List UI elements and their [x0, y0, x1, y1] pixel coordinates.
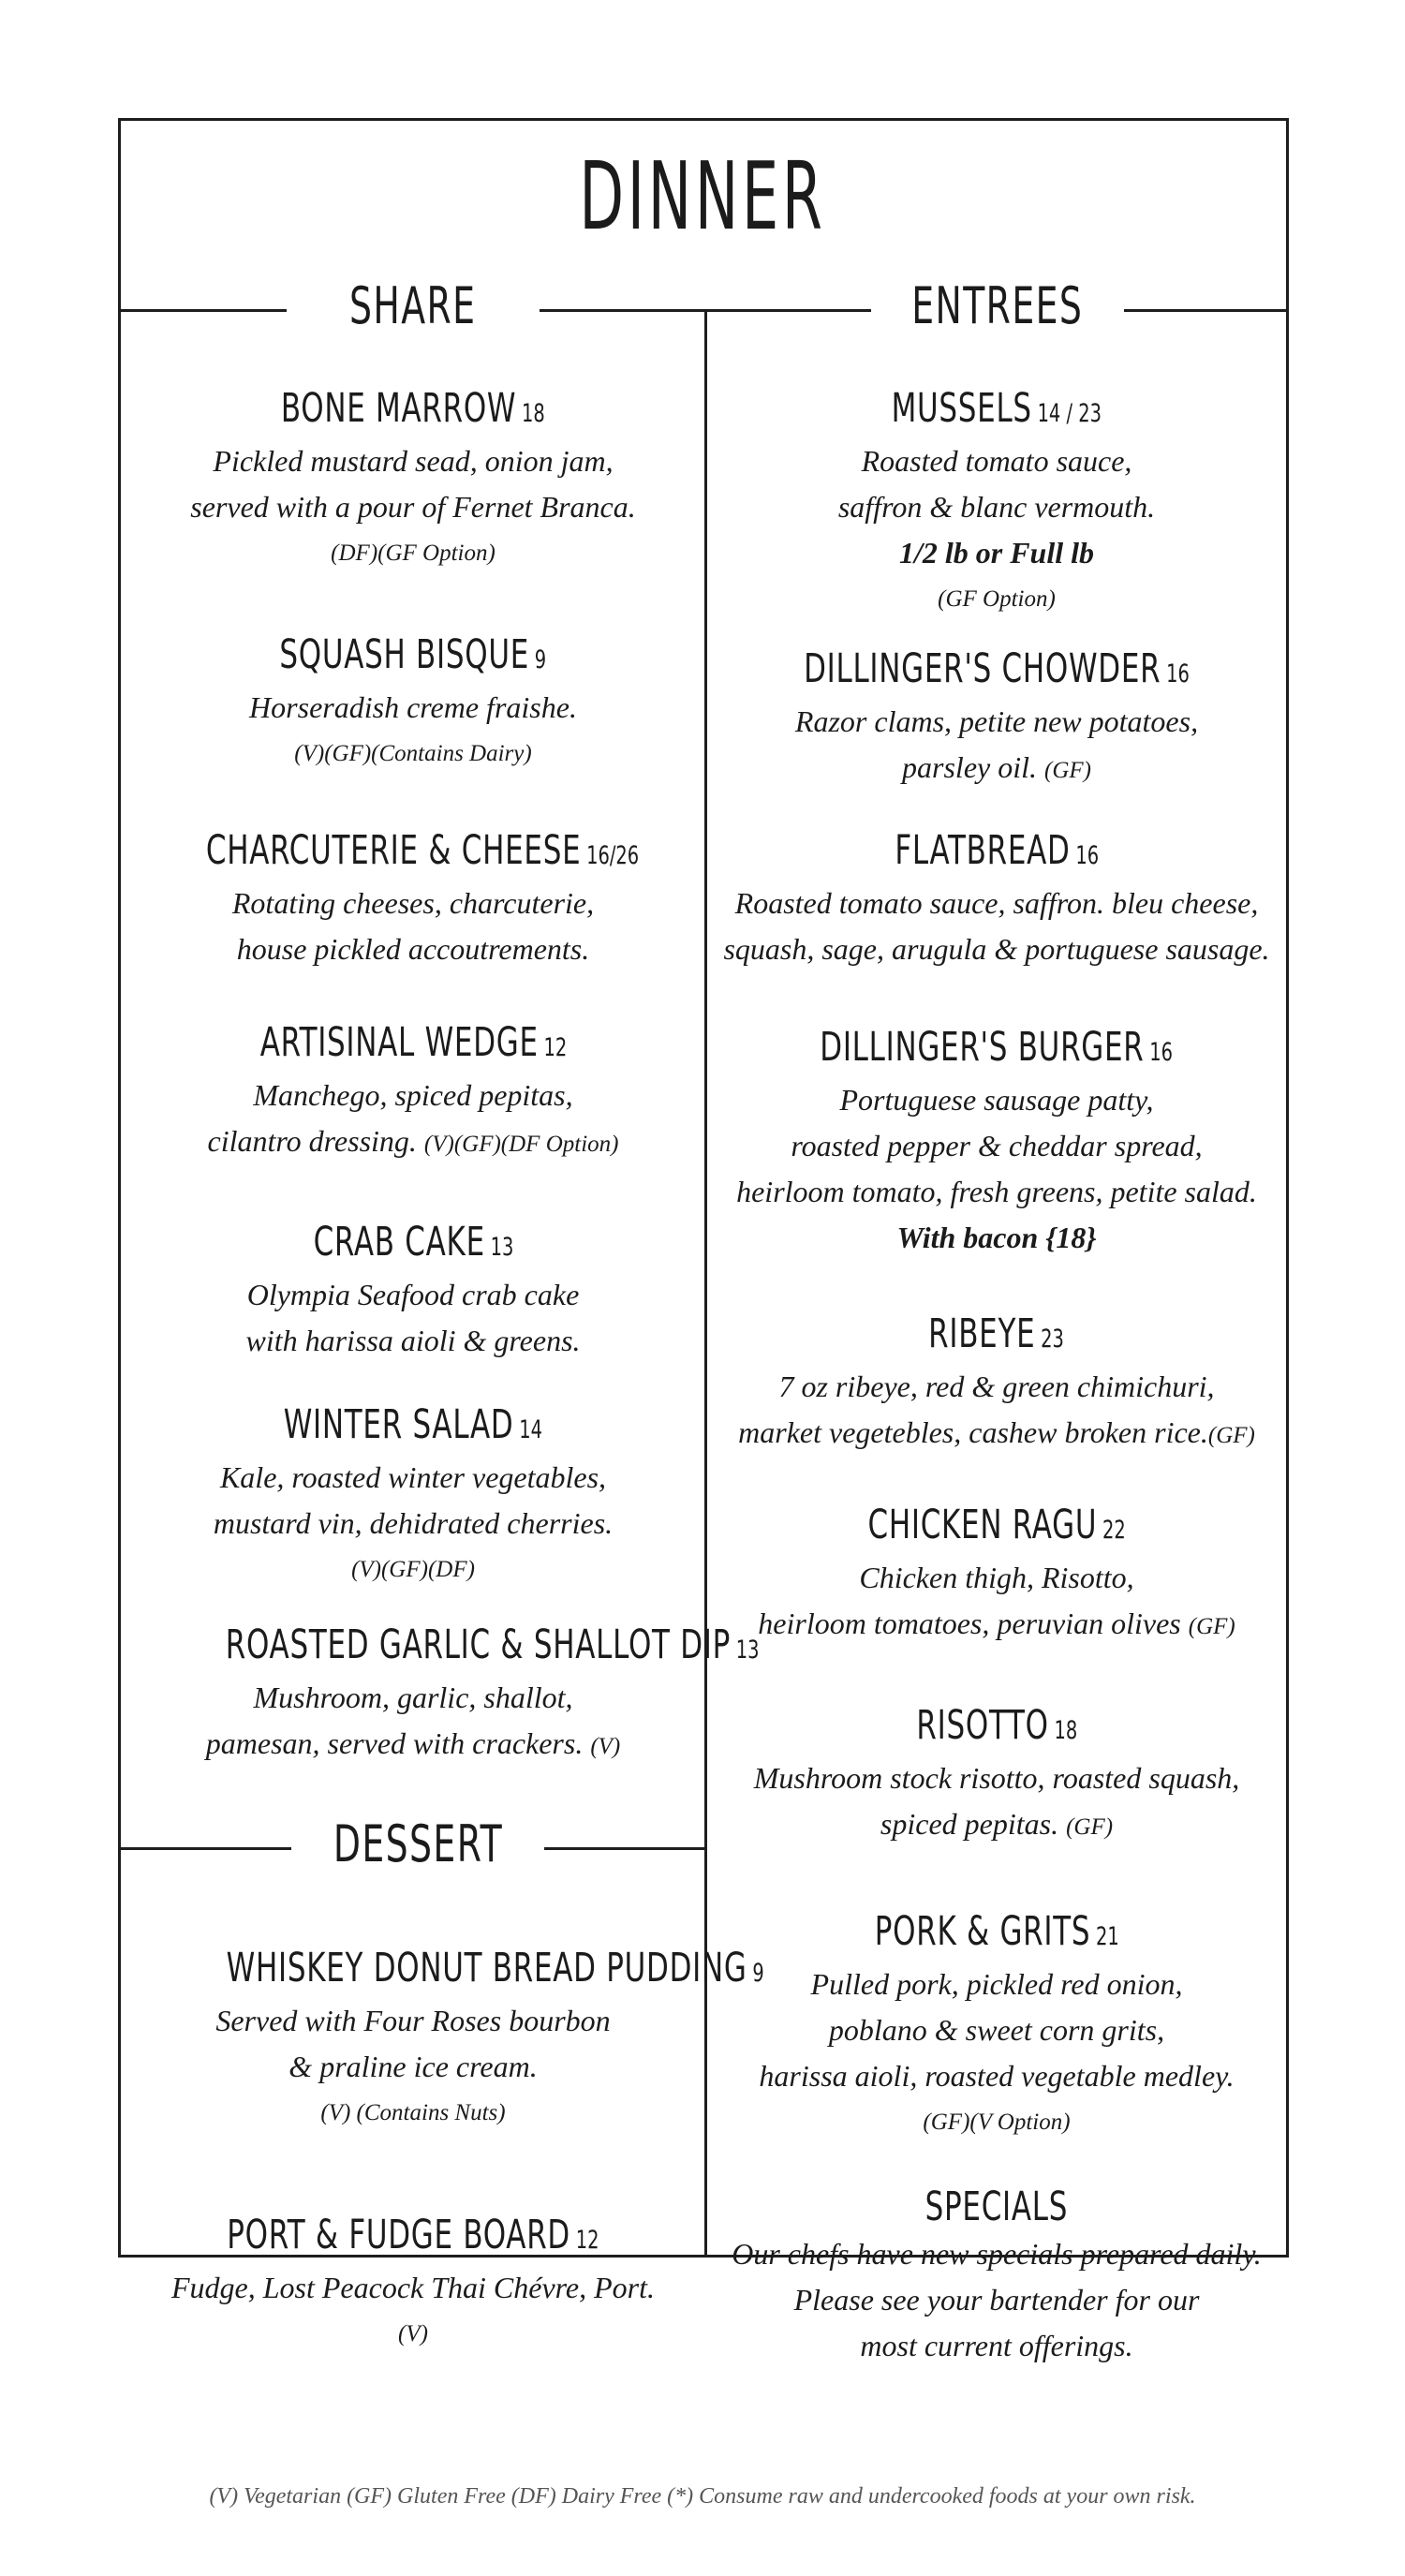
item-price: 16 [1149, 1038, 1174, 1067]
item-name: FLATBREAD [895, 827, 1071, 874]
item-tags: (V) [398, 2321, 428, 2347]
item-description: served with a pour of Fernet Branca. [190, 490, 636, 524]
item-name: DILLINGER'S BURGER [820, 1024, 1145, 1071]
item-name: BONE MARROW [281, 385, 517, 432]
item-description: Mushroom, garlic, shallot, [253, 1680, 573, 1714]
item-tags: (GF) [1044, 758, 1091, 783]
item-description: Portuguese sausage patty, [839, 1083, 1154, 1117]
menu-item [707, 644, 1286, 793]
menu-item [122, 2211, 704, 2357]
item-description: Horseradish creme fraishe. [249, 690, 577, 724]
item-description: Please see your bartender for our [793, 2283, 1200, 2317]
item-price: 21 [1095, 1922, 1119, 1951]
menu-item [122, 1621, 760, 1769]
item-price: 23 [1041, 1325, 1065, 1354]
item-price: 12 [575, 2226, 599, 2255]
item-description: Manchego, spiced pepitas, [253, 1078, 573, 1112]
menu-item [707, 826, 1286, 972]
item-price: 22 [1102, 1516, 1126, 1545]
item-description: Rotating cheeses, charcuterie, [231, 886, 595, 920]
menu-item [707, 1023, 1286, 1261]
item-price: 18 [1054, 1716, 1077, 1745]
item-price: 16/26 [586, 841, 640, 870]
item-description: Olympia Seafood crab cake [246, 1278, 580, 1311]
item-name: SPECIALS [924, 2184, 1069, 2230]
menu-item [707, 384, 1286, 622]
item-description: Roasted tomato sauce, saffron. bleu cheese, [734, 886, 1259, 920]
item-tags: (DF)(GF Option) [331, 540, 495, 566]
item-name: PORK & GRITS [874, 1908, 1091, 1955]
item-description: heirloom tomatoes, peruvian olives [758, 1606, 1181, 1640]
item-name: CHICKEN RAGU [867, 1502, 1098, 1548]
item-addon: With bacon {18} [896, 1221, 1097, 1254]
item-description: cilantro dressing. [207, 1124, 417, 1158]
item-description: mustard vin, dehidrated cherries. [213, 1506, 614, 1540]
item-price: 12 [543, 1033, 567, 1062]
item-price: 9 [752, 1959, 764, 1988]
entrees-column [707, 0, 1286, 2576]
item-tags: (V)(GF)(DF Option) [423, 1132, 619, 1157]
menu-item [122, 1218, 704, 1364]
menu-item [122, 630, 704, 777]
item-price: 9 [534, 645, 547, 674]
item-name: ROASTED GARLIC & SHALLOT DIP [225, 1621, 732, 1668]
item-name: DILLINGER'S CHOWDER [804, 645, 1161, 692]
item-tags: (GF) [1188, 1614, 1235, 1639]
menu-item [122, 1400, 704, 1592]
item-description: 7 oz ribeye, red & green chimichuri, [778, 1369, 1215, 1403]
item-description: house pickled accoutrements. [236, 932, 590, 966]
item-price: 13 [735, 1636, 760, 1665]
menu-item [122, 384, 704, 576]
item-description: saffron & blanc vermouth. [837, 490, 1156, 524]
menu-item [122, 826, 704, 972]
item-price: 13 [490, 1233, 513, 1262]
item-name: RISOTTO [916, 1702, 1049, 1749]
item-portion-options: 1/2 lb or Full lb [898, 536, 1095, 570]
item-description: Kale, roasted winter vegetables, [219, 1460, 607, 1494]
item-tags: (V) [590, 1734, 621, 1759]
item-name: WHISKEY DONUT BREAD PUDDING [226, 1945, 747, 1991]
item-tags: (GF)(V Option) [923, 2110, 1071, 2135]
item-description: & praline ice cream. [288, 2050, 538, 2083]
specials-item [707, 2183, 1286, 2369]
item-description: harissa aioli, roasted vegetable medley. [759, 2059, 1235, 2093]
item-description: Mushroom stock risotto, roasted squash, [753, 1761, 1240, 1795]
item-description: Served with Four Roses bourbon [215, 2004, 611, 2037]
item-tags: (GF Option) [938, 586, 1056, 612]
item-description: roasted pepper & cheddar spread, [791, 1129, 1203, 1162]
item-tags: (GF) [1066, 1814, 1114, 1840]
item-name: PORT & FUDGE BOARD [227, 2212, 571, 2258]
item-price: 14 [519, 1415, 543, 1444]
item-name: WINTER SALAD [283, 1401, 514, 1448]
menu-item [707, 1501, 1286, 1650]
item-description: parsley oil. [902, 750, 1037, 784]
item-description: most current offerings. [860, 2329, 1133, 2362]
item-tags: (V)(GF)(Contains Dairy) [294, 741, 532, 766]
item-description: Razor clams, petite new potatoes, [794, 704, 1199, 738]
menu-item [122, 1018, 704, 1167]
item-description: squash, sage, arugula & portuguese sausage. [723, 932, 1270, 966]
item-name: CRAB CAKE [313, 1219, 485, 1266]
dessert-heading: DESSERT [333, 1814, 503, 1873]
item-description: with harissa aioli & greens. [245, 1324, 581, 1357]
item-description: pamesan, served with crackers. [205, 1726, 584, 1760]
share-heading: SHARE [349, 276, 477, 335]
item-description: market vegetebles, cashew broken rice. [738, 1415, 1208, 1449]
share-column [122, 0, 764, 2576]
item-description: poblano & sweet corn grits, [828, 2013, 1165, 2047]
item-description: Pulled pork, pickled red onion, [810, 1967, 1183, 2001]
item-description: Pickled mustard sead, onion jam, [213, 444, 614, 478]
item-description: heirloom tomato, fresh greens, petite salad. [736, 1175, 1257, 1208]
item-tags: (GF) [1207, 1423, 1255, 1448]
item-description: spiced pepitas. [880, 1807, 1059, 1841]
item-description: Chicken thigh, Risotto, [859, 1561, 1134, 1594]
menu-item [707, 1701, 1286, 1850]
dietary-legend-footnote: (V) Vegetarian (GF) Gluten Free (DF) Dairy Free (*) Consume raw and undercooked foods at your own risk. [209, 2484, 1196, 2509]
item-price: 18 [522, 399, 545, 428]
item-name: ARTISINAL WEDGE [259, 1019, 539, 1066]
item-tags: (V)(GF)(DF) [351, 1557, 475, 1582]
item-price: 14 / 23 [1037, 399, 1102, 428]
item-description: Our chefs have new specials prepared daily. [732, 2237, 1262, 2271]
menu-item [707, 1907, 1286, 2145]
item-tags: (V) (Contains Nuts) [320, 2100, 506, 2125]
menu-title: DINNER [579, 141, 826, 251]
item-name: SQUASH BISQUE [279, 631, 530, 678]
item-name: MUSSELS [891, 385, 1033, 432]
item-price: 16 [1075, 841, 1099, 870]
item-price: 16 [1166, 659, 1190, 688]
menu-item [707, 1310, 1286, 1458]
item-description: Roasted tomato sauce, [861, 444, 1132, 478]
menu-item [122, 1944, 764, 2136]
item-description: Fudge, Lost Peacock Thai Chévre, Port. [170, 2271, 656, 2304]
item-name: CHARCUTERIE & CHEESE [205, 827, 582, 874]
item-name: RIBEYE [928, 1310, 1036, 1357]
entrees-heading: ENTREES [911, 276, 1084, 335]
